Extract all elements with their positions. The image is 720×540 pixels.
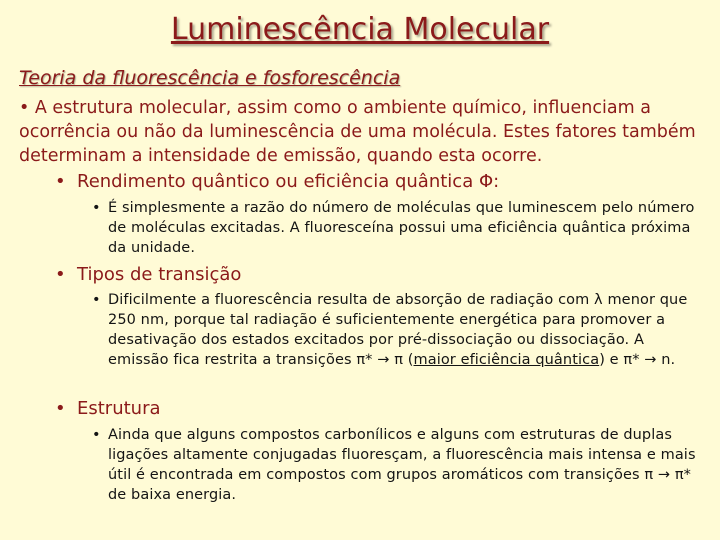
section-body-transition-types <box>92 290 704 370</box>
section-body-text <box>108 290 704 370</box>
section-body-quantum-yield <box>92 198 704 258</box>
bullet: • <box>92 200 101 216</box>
bullet: • <box>92 427 101 443</box>
bullet: • <box>55 398 66 419</box>
section-heading-text: Rendimento quântico ou eficiência quântica Φ: <box>77 171 500 192</box>
bullet: • <box>55 264 66 285</box>
section-body-structure <box>92 425 704 505</box>
bullet: • <box>92 292 101 308</box>
section-body-text: É simplesmente a razão do número de moléculas que luminescem pelo número de moléculas excitadas. A fluoresceína possui uma eficiência quântica próxima da unidade. <box>108 200 695 256</box>
bullet: • <box>55 171 66 192</box>
section-heading-text: Tipos de transição <box>77 264 242 285</box>
body-text-underlined: maior eficiência quântica <box>413 352 600 368</box>
section-heading-text: Estrutura <box>77 398 161 419</box>
slide-subtitle: Teoria da fluorescência e fosforescência <box>19 67 401 89</box>
section-body-text: Ainda que alguns compostos carbonílicos e alguns com estruturas de duplas ligações altamente conjugadas fluoresçam, a fluorescência mais intensa e mais útil é encontrada em compostos com grupos aromáticos com transições π → π* de baixa energia. <box>108 427 696 503</box>
body-text-part1: Dificilmente a fluorescência resulta de absorção de radiação com λ menor que 250 nm, porque tal radiação é suficientemente energética para promover a desativação dos estados excitados por pré-dissociação ou dissociação. A emissão fica restrita a transições π* → π ( <box>108 292 688 368</box>
intro-paragraph: • A estrutura molecular, assim como o ambiente químico, influenciam a ocorrência ou não da luminescência de uma molécula. Estes fatores também determinam a intensidade de emissão, quando esta ocorre. <box>19 98 696 166</box>
slide-title: Luminescência Molecular <box>170 12 550 47</box>
body-text-part2: ) e π* → n. <box>599 352 676 368</box>
